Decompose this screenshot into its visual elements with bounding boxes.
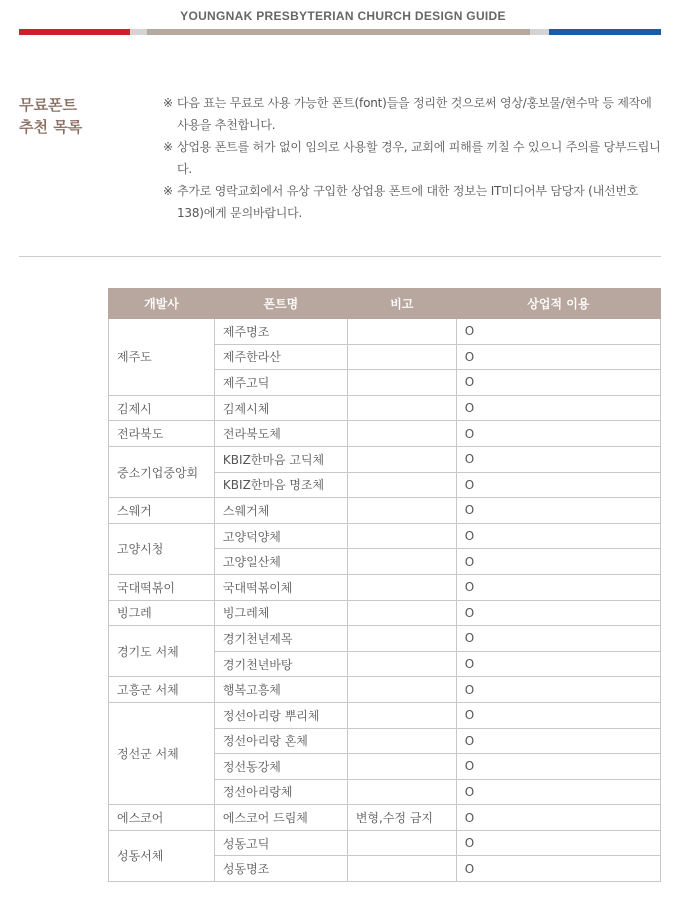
commercial-use-cell: O (456, 498, 660, 524)
note-cell (347, 421, 456, 447)
note-cell (347, 549, 456, 575)
col-header-commercial-use: 상업적 이용 (456, 289, 660, 319)
note-cell (347, 472, 456, 498)
commercial-use-cell: O (456, 651, 660, 677)
guide-header-title: YOUNGNAK PRESBYTERIAN CHURCH DESIGN GUIDE (180, 9, 506, 23)
note-cell: 변형,수정 금지 (347, 805, 456, 831)
commercial-use-cell: O (456, 805, 660, 831)
font-name-cell: 제주명조 (214, 319, 347, 345)
note-cell (347, 395, 456, 421)
note-cell (347, 651, 456, 677)
note-cell (347, 370, 456, 396)
table-body (109, 319, 661, 882)
commercial-use-cell: O (456, 574, 660, 600)
developer-cell: 성동서체 (109, 830, 215, 881)
developer-cell: 국대떡볶이 (109, 574, 215, 600)
font-name-cell: 에스코어 드림체 (214, 805, 347, 831)
note-cell (347, 498, 456, 524)
notes-list (163, 92, 663, 224)
table-row (109, 677, 661, 703)
table-row (109, 319, 661, 345)
header-bar-gray-right (530, 29, 549, 35)
font-name-cell: 성동명조 (214, 856, 347, 882)
font-name-cell: 경기천년제목 (214, 626, 347, 652)
table-row (109, 523, 661, 549)
table-row (109, 702, 661, 728)
note-cell (347, 523, 456, 549)
commercial-use-cell: O (456, 472, 660, 498)
developer-cell: 정선군 서체 (109, 702, 215, 804)
note-cell (347, 779, 456, 805)
note-text: 추가로 영락교회에서 유상 구입한 상업용 폰트에 대한 정보는 IT미디어부 담당자 (내선번호 138)에게 문의바랍니다. (177, 184, 639, 220)
font-name-cell: 김제시체 (214, 395, 347, 421)
note-cell (347, 830, 456, 856)
font-name-cell: 경기천년바탕 (214, 651, 347, 677)
commercial-use-cell: O (456, 446, 660, 472)
reference-mark-icon: ※ (163, 96, 173, 110)
table-row (109, 600, 661, 626)
note-cell (347, 574, 456, 600)
note-cell (347, 446, 456, 472)
col-header-font-name: 폰트명 (214, 289, 347, 319)
font-name-cell: 스웨거체 (214, 498, 347, 524)
developer-cell: 에스코어 (109, 805, 215, 831)
note-cell (347, 702, 456, 728)
table-row (109, 421, 661, 447)
developer-cell: 경기도 서체 (109, 626, 215, 677)
commercial-use-cell: O (456, 421, 660, 447)
developer-cell: 전라북도 (109, 421, 215, 447)
section-title-line2: 추천 목록 (19, 118, 83, 136)
commercial-use-cell: O (456, 856, 660, 882)
reference-mark-icon: ※ (163, 140, 173, 154)
font-name-cell: KBIZ한마음 명조체 (214, 472, 347, 498)
note-cell (347, 344, 456, 370)
table-row (109, 574, 661, 600)
font-name-cell: 정선아리랑체 (214, 779, 347, 805)
table-row (109, 805, 661, 831)
table-row (109, 498, 661, 524)
commercial-use-cell: O (456, 549, 660, 575)
note-cell (347, 677, 456, 703)
free-fonts-table (108, 288, 661, 882)
table-row (109, 395, 661, 421)
developer-cell: 제주도 (109, 319, 215, 396)
header-bar-blue (549, 29, 661, 35)
note-cell (347, 319, 456, 345)
note-cell (347, 626, 456, 652)
table-row (109, 446, 661, 472)
commercial-use-cell: O (456, 677, 660, 703)
note-cell (347, 856, 456, 882)
font-name-cell: 정선아리랑 뿌리체 (214, 702, 347, 728)
font-name-cell: 정선동강체 (214, 754, 347, 780)
developer-cell: 김제시 (109, 395, 215, 421)
note-text: 상업용 폰트를 허가 없이 임의로 사용할 경우, 교회에 피해를 끼칠 수 있으니 주의를 당부드립니다. (177, 140, 661, 176)
note-item (163, 92, 663, 136)
table-row (109, 830, 661, 856)
developer-cell: 빙그레 (109, 600, 215, 626)
commercial-use-cell: O (456, 779, 660, 805)
section-divider (19, 256, 661, 257)
font-name-cell: KBIZ한마음 고딕체 (214, 446, 347, 472)
note-cell (347, 600, 456, 626)
developer-cell: 고흥군 서체 (109, 677, 215, 703)
font-name-cell: 행복고흥체 (214, 677, 347, 703)
font-name-cell: 정선아리랑 혼체 (214, 728, 347, 754)
table-header-row (109, 289, 661, 319)
developer-cell: 고양시청 (109, 523, 215, 574)
note-cell (347, 728, 456, 754)
commercial-use-cell: O (456, 728, 660, 754)
note-cell (347, 754, 456, 780)
font-name-cell: 제주한라산 (214, 344, 347, 370)
note-text: 다음 표는 무료로 사용 가능한 폰트(font)들을 정리한 것으로써 영상/홍보물/현수막 등 제작에 사용을 추천합니다. (177, 96, 652, 132)
commercial-use-cell: O (456, 344, 660, 370)
commercial-use-cell: O (456, 600, 660, 626)
note-item (163, 180, 663, 224)
commercial-use-cell: O (456, 702, 660, 728)
commercial-use-cell: O (456, 319, 660, 345)
font-name-cell: 국대떡볶이체 (214, 574, 347, 600)
col-header-developer: 개발사 (109, 289, 215, 319)
commercial-use-cell: O (456, 395, 660, 421)
note-item (163, 136, 663, 180)
header-bar-gray-left (130, 29, 147, 35)
commercial-use-cell: O (456, 523, 660, 549)
font-name-cell: 전라북도체 (214, 421, 347, 447)
font-name-cell: 빙그레체 (214, 600, 347, 626)
commercial-use-cell: O (456, 754, 660, 780)
font-name-cell: 고양일산체 (214, 549, 347, 575)
header-bar-red (19, 29, 130, 35)
developer-cell: 스웨거 (109, 498, 215, 524)
font-name-cell: 성동고딕 (214, 830, 347, 856)
font-name-cell: 제주고딕 (214, 370, 347, 396)
col-header-note: 비고 (347, 289, 456, 319)
developer-cell: 중소기업중앙회 (109, 446, 215, 497)
section-title-line1: 무료폰트 (19, 96, 77, 114)
commercial-use-cell: O (456, 370, 660, 396)
header-bar-taupe (147, 29, 530, 35)
commercial-use-cell: O (456, 626, 660, 652)
commercial-use-cell: O (456, 830, 660, 856)
table-row (109, 626, 661, 652)
font-name-cell: 고양덕양체 (214, 523, 347, 549)
section-title (19, 94, 82, 138)
reference-mark-icon: ※ (163, 184, 173, 198)
